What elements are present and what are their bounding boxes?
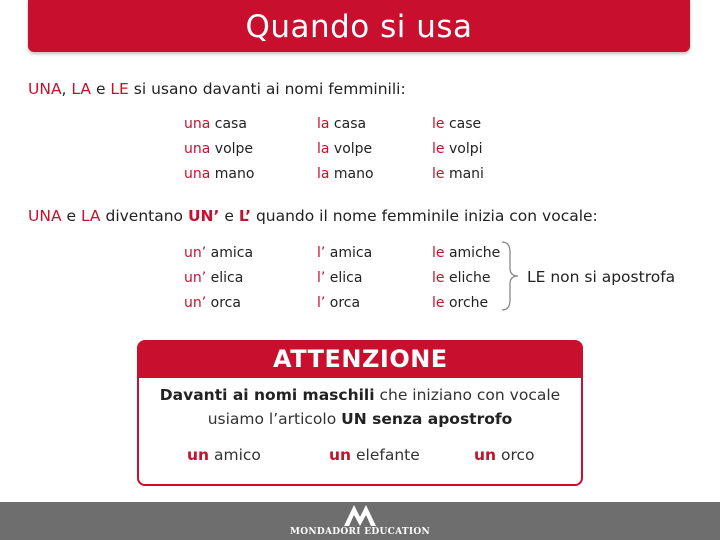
article: un xyxy=(187,446,210,464)
noun: mano xyxy=(210,166,255,182)
noun: amica xyxy=(325,245,373,261)
article: una xyxy=(184,141,211,157)
table-cell xyxy=(317,270,362,286)
attenzione-rule-line1 xyxy=(139,386,581,404)
separator: e xyxy=(219,207,239,225)
intro-text: quando il nome femminile inizia con vocale: xyxy=(251,207,598,225)
separator: , xyxy=(61,80,72,98)
separator: e xyxy=(91,80,111,98)
article: l’ xyxy=(317,295,326,311)
noun: amiche xyxy=(444,245,501,261)
separator: e xyxy=(61,207,81,225)
article: l’ xyxy=(317,270,326,286)
noun: orca xyxy=(325,295,361,311)
table-cell xyxy=(317,141,372,157)
noun: orche xyxy=(444,295,489,311)
article: la xyxy=(317,166,330,182)
article-una: UNA xyxy=(28,80,62,98)
noun: mani xyxy=(444,166,484,182)
article: la xyxy=(317,116,330,132)
page-title: Quando si usa xyxy=(245,9,473,45)
article: le xyxy=(432,295,445,311)
rule-text: usiamo l’articolo xyxy=(207,410,342,428)
attenzione-header xyxy=(139,342,581,378)
table-cell xyxy=(432,116,481,132)
article: una xyxy=(184,116,211,132)
intro-rule-feminine xyxy=(28,80,406,98)
emphasis: Davanti ai nomi maschili xyxy=(159,386,375,404)
article: un xyxy=(474,446,497,464)
table-cell xyxy=(184,141,253,157)
noun: casa xyxy=(329,116,367,132)
article-una: UNA xyxy=(28,207,62,225)
masculine-example xyxy=(187,446,261,464)
table-cell xyxy=(317,116,366,132)
article: una xyxy=(184,166,211,182)
article: un’ xyxy=(184,270,207,286)
article: le xyxy=(432,141,445,157)
noun: mano xyxy=(329,166,374,182)
noun: volpe xyxy=(329,141,373,157)
noun: orca xyxy=(206,295,241,311)
table-cell xyxy=(184,245,253,261)
noun: orco xyxy=(496,446,535,464)
article-un-apostrophe: UN’ xyxy=(187,207,220,225)
noun: amico xyxy=(209,446,261,464)
noun: eliche xyxy=(444,270,491,286)
table-cell xyxy=(432,295,488,311)
article: le xyxy=(432,166,445,182)
emphasis: UN senza apostrofo xyxy=(341,410,513,428)
table-cell xyxy=(432,245,500,261)
table-cell xyxy=(317,295,360,311)
noun: casa xyxy=(210,116,247,132)
noun: volpi xyxy=(444,141,483,157)
table-cell xyxy=(184,270,243,286)
article-l-apostrophe: L’ xyxy=(238,207,252,225)
attenzione-rule-line2 xyxy=(139,410,581,428)
table-cell xyxy=(317,166,374,182)
attenzione-box xyxy=(137,340,583,486)
table-cell xyxy=(432,166,484,182)
rule-text: che iniziano con vocale xyxy=(374,386,561,404)
attenzione-title: ATTENZIONE xyxy=(273,345,448,373)
masculine-example xyxy=(474,446,535,464)
intro-text: diventano xyxy=(100,207,188,225)
table-cell xyxy=(317,245,372,261)
table-cell xyxy=(184,295,241,311)
article-la: LA xyxy=(80,207,101,225)
table-cell xyxy=(432,270,491,286)
title-bar xyxy=(28,0,690,52)
noun: elefante xyxy=(351,446,420,464)
noun: elica xyxy=(206,270,244,286)
intro-text: si usano davanti ai nomi femminili: xyxy=(128,80,406,98)
mondadori-m-logo-icon xyxy=(342,503,378,527)
article-le: LE xyxy=(110,80,129,98)
article: le xyxy=(432,270,445,286)
article: un xyxy=(329,446,352,464)
footer-logo-text: MONDADORI EDUCATION xyxy=(289,527,431,537)
article: le xyxy=(432,116,445,132)
article: l’ xyxy=(317,245,326,261)
noun: volpe xyxy=(210,141,254,157)
masculine-example xyxy=(329,446,420,464)
article: un’ xyxy=(184,295,207,311)
noun: case xyxy=(444,116,482,132)
noun: elica xyxy=(325,270,363,286)
article-la: LA xyxy=(71,80,92,98)
curly-brace-icon xyxy=(500,240,520,312)
article: le xyxy=(432,245,445,261)
noun: amica xyxy=(206,245,254,261)
article: la xyxy=(317,141,330,157)
brace-note: LE non si apostrofa xyxy=(527,268,676,286)
intro-rule-apostrophe xyxy=(28,207,598,225)
table-cell xyxy=(432,141,482,157)
article: un’ xyxy=(184,245,207,261)
table-cell xyxy=(184,116,247,132)
table-cell xyxy=(184,166,254,182)
